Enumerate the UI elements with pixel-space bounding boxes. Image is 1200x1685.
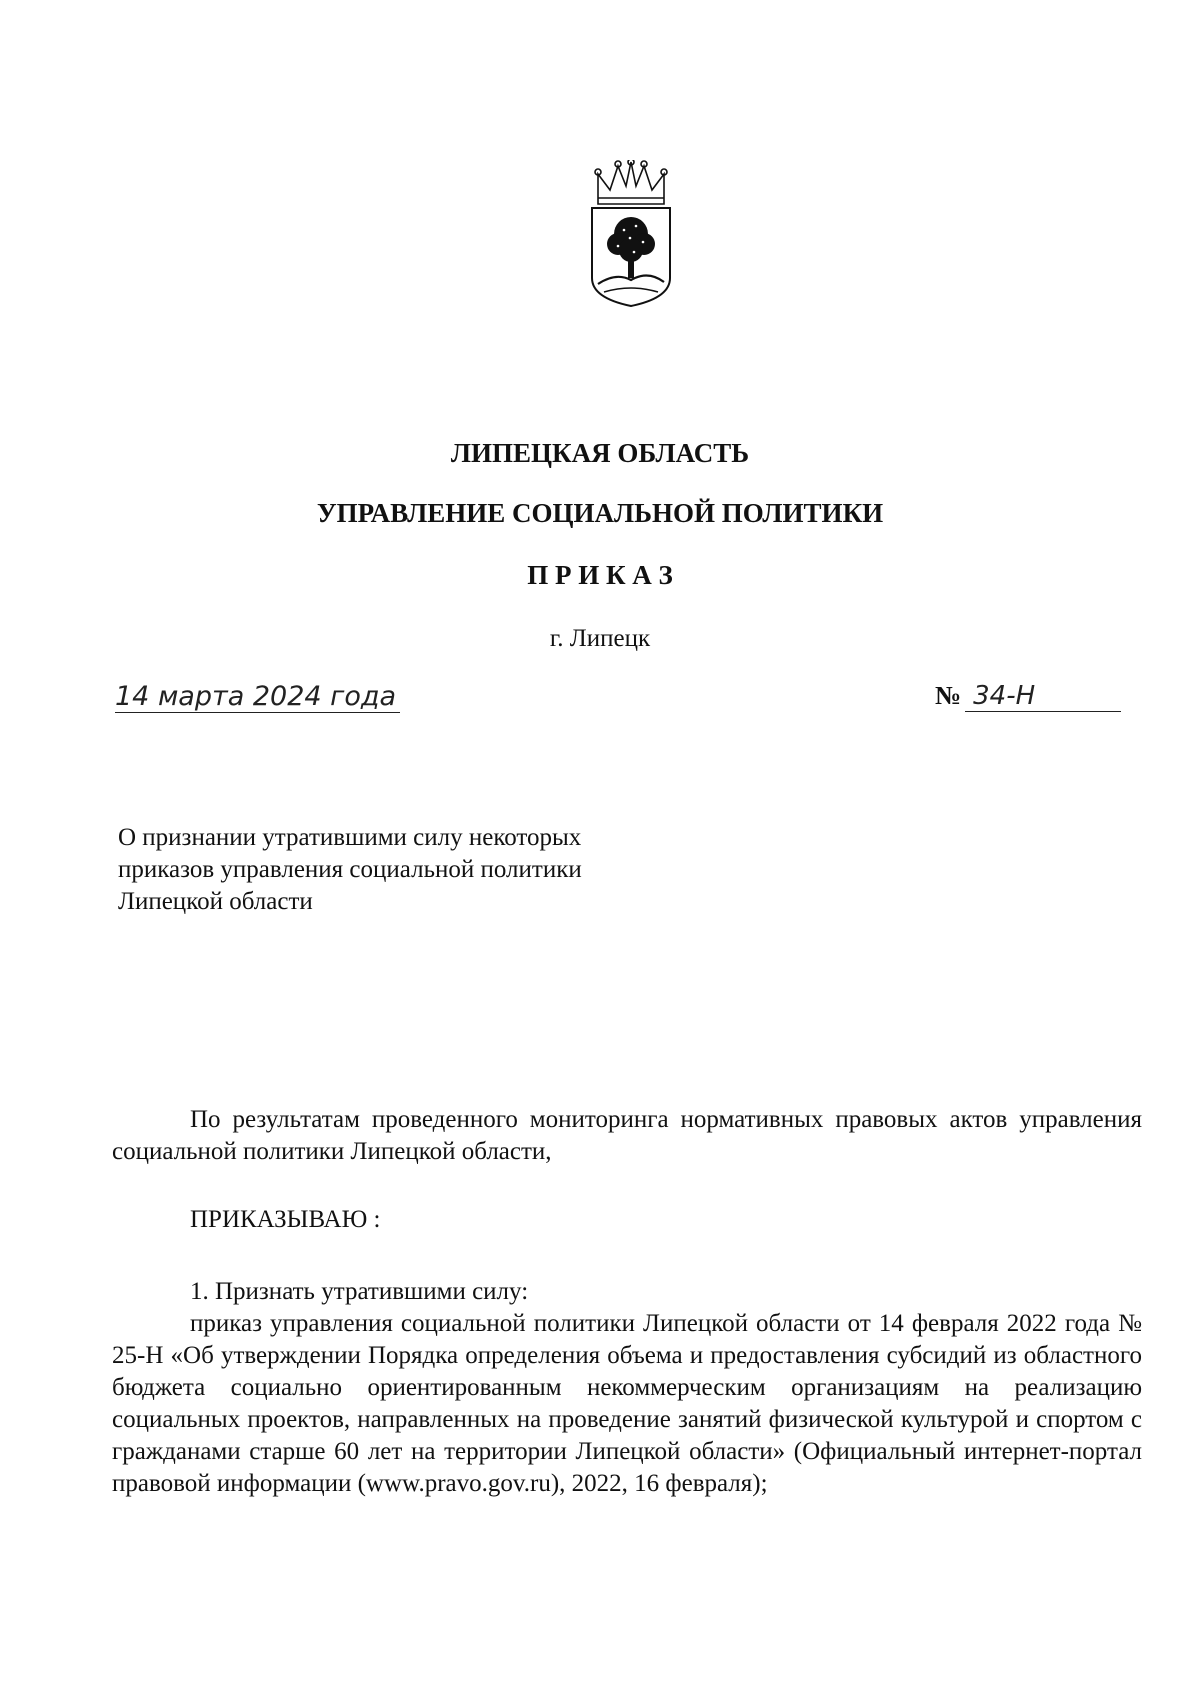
item-1-title: 1. Признать утратившими силу:: [190, 1278, 529, 1305]
document-type-title: П Р И К А З: [527, 560, 673, 590]
order-number-underline: [965, 683, 1121, 712]
order-number: [935, 683, 1143, 712]
subject-line: О признании утратившими силу некоторых: [118, 824, 582, 851]
handwritten-date: 14 марта 2024 года: [115, 683, 400, 713]
handwritten-order-number: 34-Н: [973, 681, 1036, 711]
region-title: ЛИПЕЦКАЯ ОБЛАСТЬ: [450, 438, 750, 468]
number-sign-label: №: [935, 681, 962, 710]
item-1-text: приказ управления социальной политики Липецкой области от 14 февраля 2022 года № 25-Н «Об утверждении Порядка определения объема и предоставления субсидий из областного бюджета социально ориентированным некоммерческим организациям на реализацию социальных проектов, направленных на проведение занятий физической культурой и спортом с гражданами старше 60 лет на территории Липецкой области» (Официальный интернет-портал правовой информации (www.pravo.gov.ru), 2022, 16 февраля);: [112, 1310, 1142, 1497]
order-word: ПРИКАЗЫВАЮ :: [190, 1206, 381, 1233]
order-subject: [118, 822, 678, 918]
department-title: УПРАВЛЕНИЕ СОЦИАЛЬНОЙ ПОЛИТИКИ: [316, 498, 884, 528]
coat-of-arms-emblem: [588, 160, 674, 308]
intro-paragraph: По результатам проведенного мониторинга нормативных правовых актов управления социальной политики Липецкой области,: [112, 1106, 1142, 1165]
subject-line: приказов управления социальной политики: [118, 856, 582, 883]
city-line: г. Липецк: [549, 625, 651, 652]
subject-line: Липецкой области: [118, 888, 313, 915]
